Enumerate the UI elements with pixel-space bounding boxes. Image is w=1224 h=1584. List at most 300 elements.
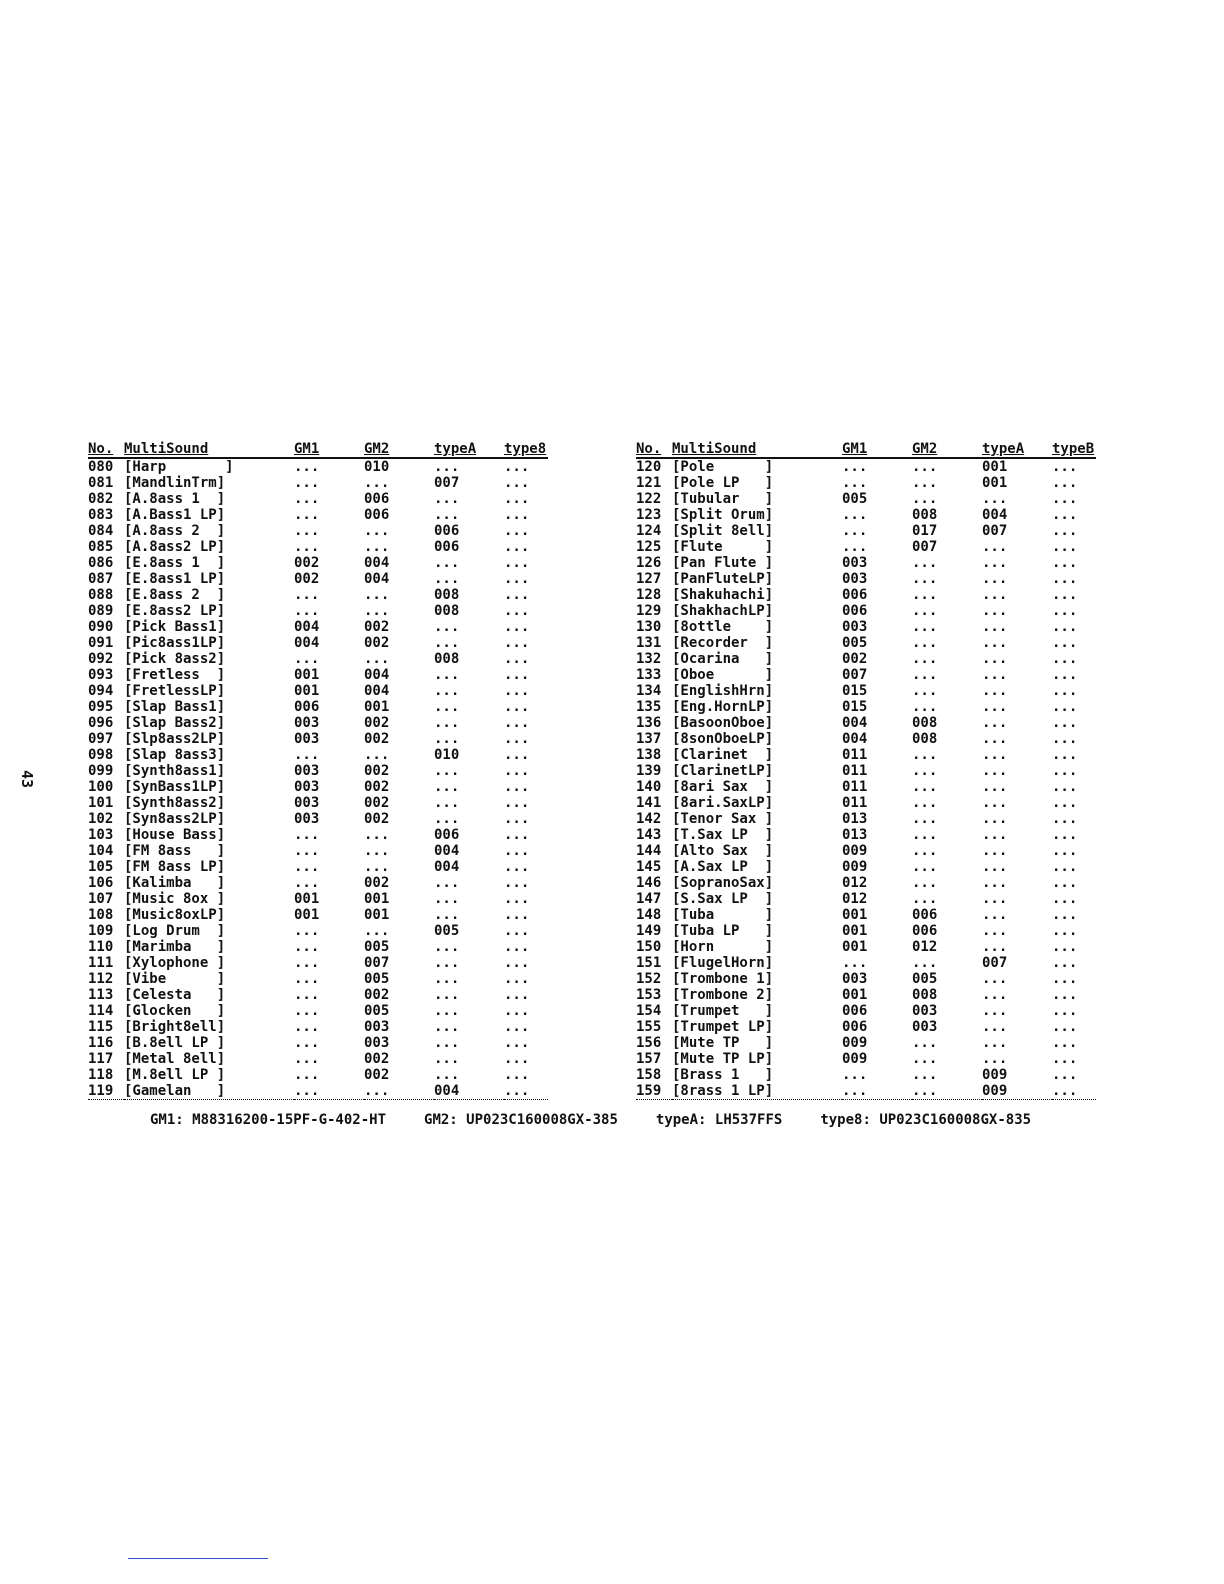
cell-multisound: [E.8ass 1 ] [124, 555, 226, 571]
cell-typea: ... [982, 811, 1008, 827]
cell-multisound: [E.8ass2 LP] [124, 603, 226, 619]
table-row [88, 571, 548, 587]
cell-multisound: [Slap Bass1] [124, 699, 226, 715]
cell-no: 132 [636, 651, 662, 667]
table-row [88, 603, 548, 619]
cell-multisound: [Metal 8ell] [124, 1051, 226, 1067]
cell-gm2: 017 [912, 523, 938, 539]
cell-gm2: 002 [364, 763, 390, 779]
cell-typeb: ... [504, 651, 530, 667]
cell-gm2: ... [364, 827, 390, 843]
cell-gm2: 001 [364, 891, 390, 907]
cell-no: 149 [636, 923, 662, 939]
col-header-gm1: GM1 [294, 440, 364, 458]
cell-gm1: ... [294, 507, 320, 523]
cell-multisound: [Slap 8ass3] [124, 747, 226, 763]
cell-gm2: 004 [364, 571, 390, 587]
cell-multisound: [Trombone 1] [672, 971, 774, 987]
cell-no: 125 [636, 539, 662, 555]
cell-gm2: ... [912, 475, 938, 491]
cell-no: 153 [636, 987, 662, 1003]
cell-gm1: ... [294, 1083, 364, 1100]
cell-multisound: [Vibe ] [124, 971, 226, 987]
cell-no: 117 [88, 1051, 114, 1067]
cell-gm2: ... [912, 459, 938, 475]
cell-gm2: ... [912, 875, 938, 891]
cell-typeb: ... [1052, 651, 1078, 667]
cell-multisound: [Split 8ell] [672, 523, 774, 539]
cell-gm1: 003 [842, 555, 868, 571]
page-number: 43 [18, 769, 37, 789]
cell-typeb: ... [504, 795, 530, 811]
cell-gm1: 006 [842, 1003, 868, 1019]
cell-no: 157 [636, 1051, 662, 1067]
table-row [636, 715, 1096, 731]
col-header-gm2: GM2 [912, 440, 982, 458]
cell-multisound: [MandlinTrm] [124, 475, 226, 491]
cell-typeb: ... [504, 571, 530, 587]
cell-typeb: ... [1052, 555, 1078, 571]
cell-gm1: 001 [294, 667, 320, 683]
table-row [636, 523, 1096, 539]
cell-gm2: ... [364, 859, 390, 875]
table-row [636, 939, 1096, 955]
cell-multisound: [Brass 1 ] [672, 1067, 774, 1083]
cell-typea: ... [982, 555, 1008, 571]
cell-typea: ... [982, 859, 1008, 875]
cell-gm1: ... [294, 603, 320, 619]
cell-multisound: [Marimba ] [124, 939, 226, 955]
cell-no: 109 [88, 923, 114, 939]
cell-typea: ... [982, 635, 1008, 651]
cell-typeb: ... [504, 459, 530, 475]
col-header-typea: typeA [982, 440, 1052, 458]
cell-gm2: ... [912, 763, 938, 779]
table-row [636, 1035, 1096, 1051]
table-row [636, 875, 1096, 891]
cell-gm2: ... [364, 603, 390, 619]
cell-gm2: ... [364, 587, 390, 603]
cell-gm1: ... [842, 523, 868, 539]
cell-no: 120 [636, 459, 662, 475]
cell-gm2: 001 [364, 699, 390, 715]
cell-no: 138 [636, 747, 662, 763]
cell-typea: ... [434, 1051, 460, 1067]
cell-gm1: 007 [842, 667, 868, 683]
cell-typea: ... [434, 907, 460, 923]
table-row [88, 683, 548, 699]
table-row [636, 491, 1096, 507]
cell-multisound: [Flute ] [672, 539, 774, 555]
cell-multisound: [FretlessLP] [124, 683, 226, 699]
cell-typea: ... [434, 971, 460, 987]
cell-no: 115 [88, 1019, 114, 1035]
cell-gm2: 006 [364, 507, 390, 523]
cell-gm2: 008 [912, 731, 938, 747]
cell-gm1: ... [842, 1067, 868, 1083]
table-row [88, 507, 548, 523]
cell-typeb: ... [1052, 939, 1078, 955]
cell-typea: ... [982, 763, 1008, 779]
cell-gm2: 002 [364, 731, 390, 747]
cell-multisound: [SynBass1LP] [124, 779, 226, 795]
cell-gm2: 002 [364, 1067, 390, 1083]
cell-typeb: ... [1052, 523, 1078, 539]
cell-typeb: ... [504, 955, 530, 971]
cell-multisound: [BasoonOboe] [672, 715, 774, 731]
cell-gm1: ... [294, 523, 320, 539]
table-row [636, 475, 1096, 491]
table-row [88, 458, 548, 475]
cell-no: 134 [636, 683, 662, 699]
table-row [88, 939, 548, 955]
cell-gm2: 005 [912, 971, 938, 987]
cell-typea: ... [434, 619, 460, 635]
cell-typea: ... [434, 1019, 460, 1035]
table-row [636, 891, 1096, 907]
cell-gm2: ... [912, 795, 938, 811]
cell-gm1: 006 [294, 699, 320, 715]
cell-typeb: ... [504, 971, 530, 987]
cell-no: 105 [88, 859, 114, 875]
cell-gm2: ... [912, 651, 938, 667]
cell-no: 116 [88, 1035, 114, 1051]
cell-typea: 001 [982, 475, 1008, 491]
cell-typeb: ... [504, 635, 530, 651]
table-row [636, 699, 1096, 715]
table-row [88, 859, 548, 875]
cell-no: 128 [636, 587, 662, 603]
cell-multisound: [Log Drum ] [124, 923, 226, 939]
table-row [88, 827, 548, 843]
cell-typeb: ... [1052, 779, 1078, 795]
cell-gm1: 006 [842, 603, 868, 619]
cell-no: 112 [88, 971, 114, 987]
cell-no: 121 [636, 475, 662, 491]
cell-gm2: 002 [364, 1051, 390, 1067]
cell-no: 096 [88, 715, 114, 731]
cell-no: 113 [88, 987, 114, 1003]
cell-typeb: ... [1052, 859, 1078, 875]
cell-typeb: ... [1052, 1019, 1078, 1035]
table-row [88, 587, 548, 603]
cell-multisound: [Ocarina ] [672, 651, 774, 667]
cell-typeb: ... [1052, 603, 1078, 619]
cell-multisound: [Xylophone ] [124, 955, 226, 971]
cell-multisound: [B.8ell LP ] [124, 1035, 226, 1051]
cell-typeb: ... [1052, 907, 1078, 923]
cell-multisound: [A.8ass2 LP] [124, 539, 226, 555]
table-body-left [88, 458, 548, 1100]
cell-multisound: [T.Sax LP ] [672, 827, 774, 843]
cell-gm1: ... [294, 459, 320, 475]
cell-multisound: [E.8ass1 LP] [124, 571, 226, 587]
cell-no: 118 [88, 1067, 114, 1083]
cell-no: 089 [88, 603, 114, 619]
cell-typea: ... [982, 587, 1008, 603]
table-row [88, 811, 548, 827]
cell-no: 097 [88, 731, 114, 747]
cell-gm1: ... [294, 955, 320, 971]
cell-gm1: ... [842, 475, 868, 491]
cell-typeb: ... [1052, 475, 1078, 491]
cell-no: 145 [636, 859, 662, 875]
cell-multisound: [8sonOboeLP] [672, 731, 774, 747]
cell-typea: ... [434, 715, 460, 731]
cell-multisound: [ClarinetLP] [672, 763, 774, 779]
cell-typeb: ... [1052, 635, 1078, 651]
cell-no: 141 [636, 795, 662, 811]
cell-gm1: 009 [842, 1051, 868, 1067]
table-row [88, 1051, 548, 1067]
cell-typeb: ... [504, 539, 530, 555]
cell-typea: ... [982, 1035, 1008, 1051]
table-row [88, 491, 548, 507]
col-header-no: No. [636, 440, 672, 458]
cell-typea: ... [434, 891, 460, 907]
cell-no: 131 [636, 635, 662, 651]
cell-multisound: [Celesta ] [124, 987, 226, 1003]
table-row [636, 859, 1096, 875]
cell-gm1: 015 [842, 699, 868, 715]
table-row [636, 1019, 1096, 1035]
cell-typeb: ... [1052, 763, 1078, 779]
cell-typea: ... [982, 1019, 1008, 1035]
cell-no: 095 [88, 699, 114, 715]
cell-typea: ... [982, 907, 1008, 923]
cell-gm2: ... [912, 699, 938, 715]
cell-no: 142 [636, 811, 662, 827]
cell-gm1: ... [294, 827, 320, 843]
cell-multisound: [FM 8ass LP] [124, 859, 226, 875]
cell-gm1: 005 [842, 491, 868, 507]
cell-gm2: ... [912, 891, 938, 907]
cell-typea: 004 [982, 507, 1008, 523]
cell-typeb: ... [1052, 843, 1078, 859]
cell-gm2: 002 [364, 779, 390, 795]
cell-typeb: ... [504, 875, 530, 891]
table-row [88, 555, 548, 571]
cell-gm1: 001 [294, 683, 320, 699]
cell-gm1: 015 [842, 683, 868, 699]
cell-typea: ... [434, 939, 460, 955]
cell-typea: ... [434, 763, 460, 779]
cell-gm2: ... [912, 555, 938, 571]
cell-no: 090 [88, 619, 114, 635]
cell-typeb: ... [1052, 1083, 1096, 1100]
cell-typea: 007 [982, 523, 1008, 539]
cell-typea: ... [434, 571, 460, 587]
table-row [636, 731, 1096, 747]
cell-no: 140 [636, 779, 662, 795]
table-row [88, 923, 548, 939]
cell-no: 148 [636, 907, 662, 923]
cell-gm1: ... [842, 955, 868, 971]
cell-typea: ... [982, 539, 1008, 555]
cell-gm2: 008 [912, 715, 938, 731]
cell-multisound: [EnglishHrn] [672, 683, 774, 699]
table-row [636, 811, 1096, 827]
cell-multisound: [A.8ass 2 ] [124, 523, 226, 539]
cell-typeb: ... [1052, 1051, 1078, 1067]
col-header-gm2: GM2 [364, 440, 434, 458]
cell-gm1: 006 [842, 1019, 868, 1035]
cell-gm2: 010 [364, 459, 390, 475]
cell-gm1: 002 [294, 555, 320, 571]
multisound-table-left [88, 440, 548, 1100]
cell-gm1: 004 [294, 619, 320, 635]
col-header-multisound: MultiSound [672, 440, 842, 458]
cell-gm2: ... [912, 635, 938, 651]
cell-no: 136 [636, 715, 662, 731]
cell-multisound: [Syn8ass2LP] [124, 811, 226, 827]
table-row [636, 651, 1096, 667]
cell-multisound: [Slap Bass2] [124, 715, 226, 731]
cell-gm1: 003 [842, 971, 868, 987]
cell-typea: 006 [434, 523, 460, 539]
cell-gm2: 002 [364, 811, 390, 827]
cell-typeb: ... [1052, 1003, 1078, 1019]
cell-gm1: ... [294, 1067, 320, 1083]
cell-multisound: [Pole LP ] [672, 475, 774, 491]
cell-typeb: ... [504, 843, 530, 859]
cell-multisound: [A.8ass 1 ] [124, 491, 226, 507]
cell-gm1: 012 [842, 875, 868, 891]
cell-multisound: [Fretless ] [124, 667, 226, 683]
table-row [636, 779, 1096, 795]
cell-typea: ... [982, 891, 1008, 907]
cell-multisound: [Pole ] [672, 459, 774, 475]
cell-gm1: 001 [842, 939, 868, 955]
cell-typea: ... [434, 635, 460, 651]
cell-gm2: 003 [364, 1035, 390, 1051]
cell-multisound: [SopranoSax] [672, 875, 774, 891]
table-row [88, 1067, 548, 1083]
cell-typeb: ... [1052, 459, 1078, 475]
cell-multisound: [FlugelHorn] [672, 955, 774, 971]
cell-no: 093 [88, 667, 114, 683]
cell-gm2: ... [364, 843, 390, 859]
cell-typeb: ... [1052, 539, 1078, 555]
cell-gm1: 004 [842, 715, 868, 731]
cell-no: 101 [88, 795, 114, 811]
cell-no: 108 [88, 907, 114, 923]
cell-gm2: 005 [364, 1003, 390, 1019]
cell-multisound: [Eng.HornLP] [672, 699, 774, 715]
cell-typea: ... [434, 555, 460, 571]
table-row [88, 651, 548, 667]
table-body-right [636, 458, 1096, 1100]
table-row [88, 1083, 548, 1100]
table-row [636, 971, 1096, 987]
cell-multisound: [Recorder ] [672, 635, 774, 651]
cell-gm2: 002 [364, 987, 390, 1003]
cell-typeb: ... [1052, 507, 1078, 523]
cell-typea: ... [982, 939, 1008, 955]
cell-typea: ... [982, 491, 1008, 507]
table-row [636, 923, 1096, 939]
cell-gm1: 001 [294, 891, 320, 907]
cell-multisound: [Mute TP ] [672, 1035, 774, 1051]
cell-no: 126 [636, 555, 662, 571]
cell-no: 111 [88, 955, 114, 971]
table-row [88, 699, 548, 715]
cell-typeb: ... [504, 1051, 530, 1067]
cell-typeb: ... [504, 555, 530, 571]
cell-typeb: ... [1052, 891, 1078, 907]
cell-typea: ... [434, 875, 460, 891]
table-row [636, 458, 1096, 475]
cell-typeb: ... [504, 1003, 530, 1019]
cell-no: 094 [88, 683, 114, 699]
cell-multisound: [Music8oxLP] [124, 907, 226, 923]
cell-typeb: ... [504, 667, 530, 683]
table-row [636, 587, 1096, 603]
cell-gm2: 002 [364, 619, 390, 635]
table-row [88, 715, 548, 731]
cell-gm2: ... [912, 587, 938, 603]
cell-gm2: 001 [364, 907, 390, 923]
cell-no: 123 [636, 507, 662, 523]
table-row [636, 987, 1096, 1003]
cell-no: 143 [636, 827, 662, 843]
cell-gm1: 001 [842, 987, 868, 1003]
cell-gm2: 002 [364, 795, 390, 811]
cell-gm1: 002 [842, 651, 868, 667]
cell-gm2: 002 [364, 635, 390, 651]
cell-gm1: 004 [294, 635, 320, 651]
cell-typeb: ... [504, 715, 530, 731]
cell-multisound: [8ottle ] [672, 619, 774, 635]
cell-gm1: 013 [842, 827, 868, 843]
cell-typea: ... [434, 1067, 460, 1083]
cell-no: 085 [88, 539, 114, 555]
cell-gm2: ... [912, 779, 938, 795]
cell-typeb: ... [504, 523, 530, 539]
table-row [636, 1067, 1096, 1083]
cell-multisound: [8rass 1 LP] [672, 1083, 842, 1100]
cell-gm2: ... [364, 747, 390, 763]
cell-typea: ... [982, 875, 1008, 891]
cell-no: 119 [88, 1083, 124, 1100]
cell-typea: 004 [434, 859, 460, 875]
cell-typeb: ... [1052, 491, 1078, 507]
table-row [636, 603, 1096, 619]
cell-typea: ... [982, 667, 1008, 683]
cell-gm2: 006 [364, 491, 390, 507]
cell-gm2: ... [912, 1067, 938, 1083]
cell-no: 124 [636, 523, 662, 539]
cell-typea: 006 [434, 827, 460, 843]
cell-multisound: [FM 8ass ] [124, 843, 226, 859]
cell-typeb: ... [1052, 587, 1078, 603]
cell-gm1: 001 [842, 923, 868, 939]
cell-typea: ... [434, 731, 460, 747]
cell-typea: ... [982, 619, 1008, 635]
legend-gm1: GM1: M88316200-15PF-G-402-HT [150, 1112, 387, 1128]
cell-gm1: 003 [842, 619, 868, 635]
table-row [636, 1083, 1096, 1100]
cell-typeb: ... [1052, 699, 1078, 715]
cell-typeb: ... [1052, 667, 1078, 683]
cell-no: 133 [636, 667, 662, 683]
cell-typeb: ... [504, 1083, 548, 1100]
cell-multisound: [Pic8ass1LP] [124, 635, 226, 651]
table-row [88, 475, 548, 491]
legend [150, 1112, 1050, 1128]
cell-gm2: ... [912, 843, 938, 859]
cell-gm2: ... [912, 571, 938, 587]
